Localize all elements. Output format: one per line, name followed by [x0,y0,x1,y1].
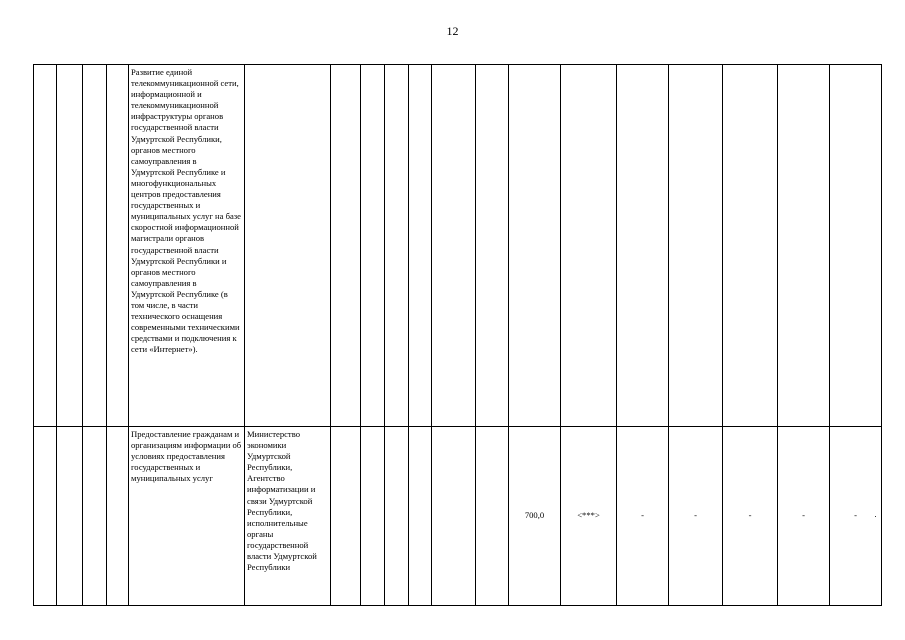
table-cell [331,427,361,606]
table-cell [107,65,129,427]
table-row [34,65,882,427]
event-name-cell: Развитие единой телекоммуникационной сети, информационной и телекоммуникационной инфраструктуры органов государственной власти Удмуртской Республики, органов местного самоуправления в Удмуртской Республике и многофункциональных центров предоставления государственных и муниципальных услуг на базе скоростной информационной магистрали органов государственной власти Удмуртской Республики и органов местного самоуправления в Удмуртской Республике (в том числе, в части технического оснащения современными техническими средствами и подключения к сети «Интернет»). [129,65,245,427]
executor-cell [245,65,331,427]
note-cell [561,65,617,427]
year-value-cell: - [830,427,882,606]
table-cell [432,427,476,606]
table-cell [57,427,83,606]
table-cell [34,427,57,606]
table-cell [361,65,385,427]
year-value-cell [669,65,723,427]
table-cell [331,65,361,427]
table-cell [409,65,432,427]
table-cell [83,427,107,606]
table-cell [107,427,129,606]
table-cell [476,65,509,427]
budget-table [33,64,882,606]
table-cell [476,427,509,606]
year-value-cell [617,65,669,427]
year-value-cell: - [723,427,778,606]
year-value-cell: - [669,427,723,606]
table-cell [432,65,476,427]
page-number: 12 [446,24,459,38]
amount-cell: 700,0 [509,427,561,606]
amount-cell [509,65,561,427]
table-cell [34,65,57,427]
table-cell [57,65,83,427]
table-cell [385,427,409,606]
executor-cell: Министерство экономики Удмуртской Республики, Агентство информатизации и связи Удмуртской Республики, исполнительные органы государственной власти Удмуртской Республики [245,427,331,606]
table-cell [385,65,409,427]
year-value-cell: - [778,427,830,606]
scan-speck [875,516,876,517]
table-cell [361,427,385,606]
year-value-cell: - [617,427,669,606]
note-cell: <***> [561,427,617,606]
table-cell [83,65,107,427]
year-value-cell [830,65,882,427]
year-value-cell [778,65,830,427]
table-row [34,427,882,606]
year-value-cell [723,65,778,427]
table-cell [409,427,432,606]
event-name-cell: Предоставление гражданам и организациям информации об условиях предоставления государственных и муниципальных услуг [129,427,245,606]
